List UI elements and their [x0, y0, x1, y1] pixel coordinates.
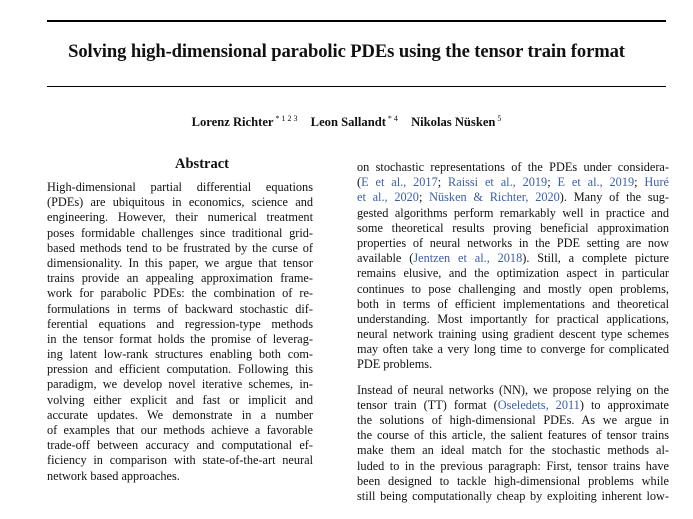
paragraph-gap	[357, 373, 669, 383]
text-line: properties of neural networks in the PDE setting are now	[357, 235, 669, 250]
text-line: on stochastic representations of the PDEs under considera-	[357, 160, 669, 174]
author-affiliation: * 1 2 3	[275, 114, 298, 123]
citation-link[interactable]: Nüsken & Richter, 2020	[429, 190, 560, 205]
text-line: (E et al., 2017; Raissi et al., 2019; E et al., 2019; Huré	[357, 175, 670, 190]
text-line: volving either explicit and fast or implicit and	[47, 392, 313, 407]
text-line: trains provide an appealing approximation frame-	[47, 271, 313, 286]
text-line: make them an ideal match for the stochastic methods al-	[357, 443, 669, 458]
text-line: ing latent low-rank structures enabling both com-	[47, 347, 313, 362]
text-line: both in terms of efficient implementations and theoretical	[357, 296, 669, 311]
text-line: remains elusive, and the optimization aspect in particular	[357, 266, 669, 281]
text-line: PDE problems.	[357, 357, 433, 372]
author-name: Lorenz Richter	[191, 115, 274, 129]
citation-link[interactable]: Oseledets, 2011	[497, 397, 580, 412]
title-top-rule	[47, 20, 666, 22]
abstract-body	[47, 180, 313, 484]
author-name: Leon Sallandt	[310, 115, 386, 129]
citation-link[interactable]: E et al., 2017	[361, 175, 438, 190]
text-line: based methods tend to be frustrated by the curse of	[47, 240, 313, 255]
text-line: High-dimensional partial differential equations	[47, 180, 313, 194]
text-line: pression and efficient computation. Following this	[47, 362, 313, 377]
citation-link[interactable]: E et al., 2019	[557, 175, 635, 190]
text-line: ficiency in comparison with state-of-the-art neural	[47, 453, 313, 468]
text-line: luded to in the previous paragraph: First, tensor trains have	[357, 458, 669, 473]
abstract-heading: Abstract	[175, 156, 229, 172]
text-line: ferential equations and regression-type methods	[47, 316, 313, 331]
text-line: accurate updates. We demonstrate in a number	[47, 407, 313, 422]
citation-link[interactable]: et al., 2020	[357, 190, 419, 205]
author-3	[411, 115, 501, 129]
text-line: the solutions of high-dimensional PDEs. As we argue in	[357, 413, 669, 427]
text-line: the course of this article, the salient features of tensor trains	[357, 428, 669, 443]
citation-link[interactable]: Jentzen et al., 2018	[413, 251, 523, 266]
text-line: in the tensor format holds the promise of leverag-	[47, 331, 313, 346]
citation-link[interactable]: Raissi et al., 2019	[448, 175, 548, 190]
text-line: paradigm, we develop novel iterative schemes, in-	[47, 377, 313, 392]
text-line: some theoretical results proving beneficial approximation	[357, 220, 669, 235]
text-line: continues to pose challenging and mostly open problems,	[357, 281, 669, 296]
text-line: may often take a very long time to converge for complicated	[357, 342, 669, 357]
text-line: understanding. Most importantly for practical applications,	[357, 311, 669, 326]
text-line: still being computationally cheap by exploiting inherent low-	[357, 488, 669, 503]
text-line: network based approaches.	[47, 468, 180, 483]
text-line: been designed to tackle high-dimensional problems while	[357, 473, 669, 488]
author-list	[0, 114, 693, 130]
text-line: formulations in terms of backward stochastic dif-	[47, 301, 313, 316]
text-line: of examples that our methods achieve a favorable	[47, 423, 313, 437]
text-line: (PDEs) are ubiquitous in economics, science and	[47, 195, 313, 210]
right-column-body	[357, 160, 669, 504]
author-affiliation: 5	[497, 114, 502, 123]
text-line: neural network training using gradient descent type schemes	[357, 327, 669, 342]
text-line: gested algorithms perform remarkably well in practice and	[357, 205, 669, 220]
author-name: Nikolas Nüsken	[411, 115, 496, 129]
author-affiliation: * 4	[387, 114, 398, 123]
text-line: trade-off between accuracy and computational ef-	[47, 438, 313, 453]
text-line: work for parabolic PDEs: the combination of re-	[47, 286, 313, 301]
text-line: available (Jentzen et al., 2018). Still, a complete picture	[357, 251, 669, 266]
author-1	[192, 115, 298, 129]
text-line: Instead of neural networks (NN), we propose relying on the	[357, 382, 669, 397]
citation-link[interactable]: Huré	[644, 175, 670, 190]
author-2	[311, 115, 398, 129]
text-line: tensor train (TT) format (Oseledets, 2011) to approximate	[357, 397, 669, 412]
text-line: et al., 2020; Nüsken & Richter, 2020). Many of the sug-	[357, 190, 670, 205]
text-line: poses formidable challenges since traditional grid-	[47, 225, 313, 240]
text-line: engineering. However, their numerical treatment	[47, 210, 313, 225]
text-line: dimensionality. In this paper, we argue that tensor	[47, 255, 313, 270]
title-bottom-rule	[47, 86, 666, 87]
paper-title: Solving high-dimensional parabolic PDEs using the tensor train format	[68, 41, 625, 62]
